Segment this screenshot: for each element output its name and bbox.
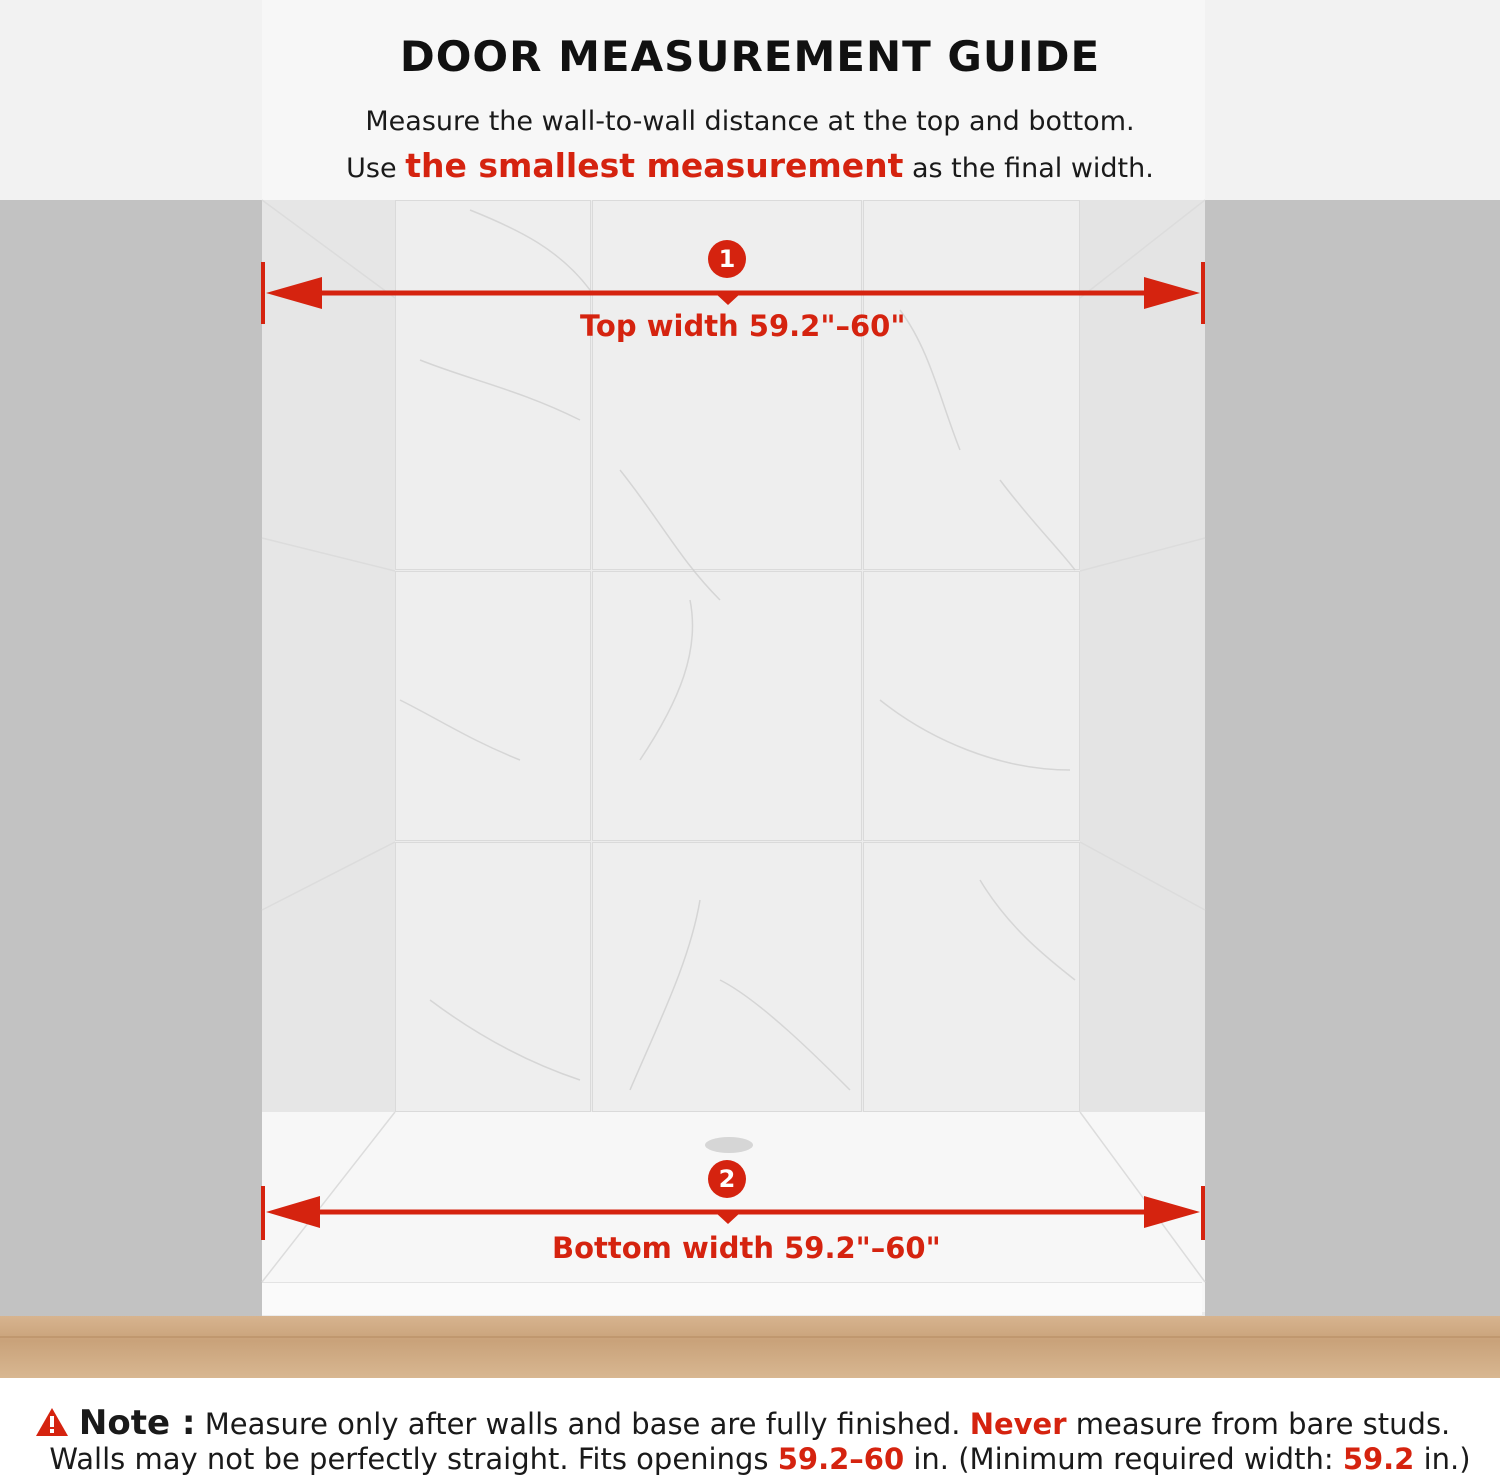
note-text-4: in. (Minimum required width: (904, 1442, 1343, 1476)
note-line-1 (0, 1403, 1492, 1443)
note-text-2: measure from bare studs. (1066, 1407, 1451, 1441)
warning-icon (34, 1406, 70, 1438)
note-min: 59.2 (1342, 1442, 1415, 1476)
instruction-highlight: the smallest measurement (405, 146, 904, 185)
note-label: Note : (78, 1403, 196, 1443)
page-title: DOOR MEASUREMENT GUIDE (399, 32, 1101, 81)
instruction-suffix: as the final width. (903, 153, 1154, 184)
instruction-line-1: Measure the wall-to-wall distance at the top and bottom. (365, 106, 1135, 137)
note-text-5: in.) (1414, 1442, 1471, 1476)
note-range: 59.2–60 (777, 1442, 905, 1476)
step-badge-2: 2 (708, 1160, 746, 1198)
top-width-label: Top width 59.2"–60" (580, 309, 906, 343)
bottom-width-label: Bottom width 59.2"–60" (552, 1231, 941, 1265)
note-text-1: Measure only after walls and base are fully finished. (195, 1407, 970, 1441)
note-line-2 (10, 1442, 1500, 1476)
instruction-prefix: Use (346, 153, 406, 184)
step-badge-1: 1 (708, 240, 746, 278)
note-text-3: Walls may not be perfectly straight. Fits openings (49, 1442, 778, 1476)
note-never: Never (969, 1407, 1067, 1441)
